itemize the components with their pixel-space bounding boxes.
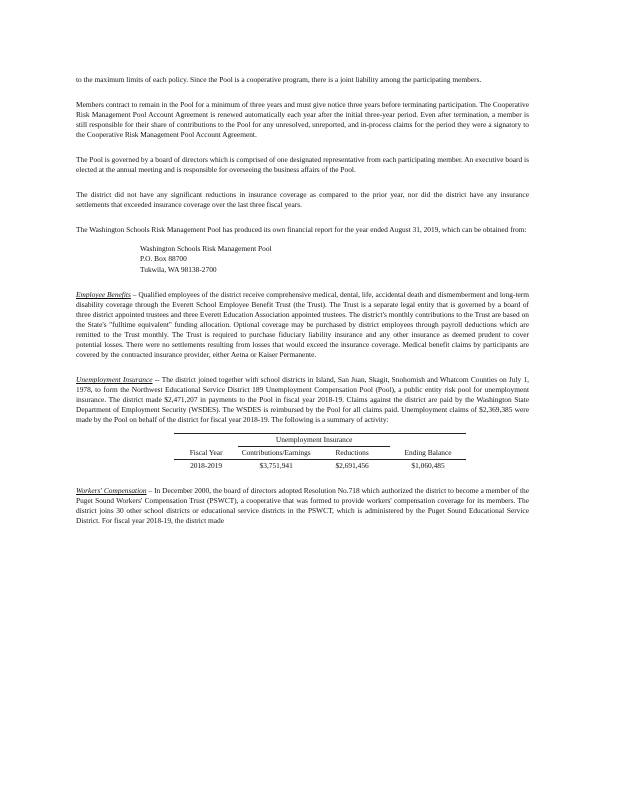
cell-fiscal-year: 2018-2019 — [190, 461, 223, 471]
unemployment-activity-table — [174, 433, 466, 472]
cell-contributions: $3,751,941 — [259, 461, 293, 471]
paragraph-joint-liability: to the maximum limits of each policy. Since the Pool is a cooperative program, there is a joint liability among the participating members. — [76, 75, 482, 84]
cell-reductions: $2,691,456 — [335, 461, 369, 471]
cell-ending-balance: $1,060,485 — [411, 461, 445, 471]
paragraph-employee-benefits — [76, 290, 529, 360]
unemployment-body: -- The district joined together with school districts in Island, San Juan, Skagit, Snohomish and Whatcom Counties on July 1, 1978, to form the Northwest Educational Service District 189 Unemployment Compensation Pool (Pool), a public entity risk pool for unemployment insurance. The district made $2,471,207 in payments to the Pool in fiscal year 2018-19. Claims against the district are paid by the Washington State Department of Employment Security (WSDES). The WSDES is reimbursed by the Pool for all claims paid. Unemployment claims of $2,369,385 were made by the Pool on behalf of the district for fiscal year 2018-19. The following is a summary of activity: — [76, 375, 529, 425]
paragraph-workers-compensation — [76, 486, 529, 526]
table-title: Unemployment Insurance — [238, 434, 390, 447]
unemployment-heading: Unemployment Insurance — [76, 375, 153, 385]
address-line-po-box: P.O. Box 88700 — [140, 254, 187, 264]
workers-comp-heading: Workers' Compensation — [76, 486, 147, 496]
paragraph-coverage-reductions: The district did not have any significant reductions in insurance coverage as compared to the prior year, nor did the district have any insurance settlements that exceeded insurance coverage over the last three fiscal years. — [76, 190, 529, 209]
address-line-name: Washington Schools Risk Management Pool — [140, 244, 272, 253]
table-row — [174, 460, 466, 473]
paragraph-membership-terms: Members contract to remain in the Pool for a minimum of three years and must give notice three years before terminating participation. The Cooperative Risk Management Pool Account Agreement is renewed automatically each year after the initial three-year period. Even after termination, a member is still responsible for their share of contributions to the Pool for any unresolved, unreported, and in-process claims for the period they were a signatory to the Cooperative Risk Management Pool Account Agreement. — [76, 100, 529, 139]
column-header-contributions: Contributions/Earnings — [238, 447, 314, 460]
paragraph-unemployment — [76, 375, 529, 425]
employee-benefits-body: – Qualified employees of the district receive comprehensive medical, dental, life, accidental death and dismemberment and long-term disability coverage through the Everett School Employee Benefit Trust (the Trust). The Trust is a separate legal entity that is governed by a board of three district appointed trustees and three Everett Education Association appointed trustees. The district's monthly contributions to the Trust are based on the State's "fulltime equivalent" funding allocation. Optional coverage may be purchased by district employees through payroll deductions which are remitted to the Trust monthly. The Trust is required to purchase fiduciary liability insurance and any other insurance as deemed prudent to cover potential losses. There were no settlements resulting from losses that would exceed the insurance coverage. Medical benefit claims by participants are covered by the contracted insurance provider, either Aetna or Kaiser Permanente. — [76, 290, 529, 360]
address-line-city: Tukwila, WA 98138-2700 — [140, 264, 217, 274]
column-header-fiscal-year: Fiscal Year — [174, 447, 238, 460]
document-page — [76, 75, 529, 541]
employee-benefits-heading: Employee Benefits — [76, 290, 131, 300]
workers-comp-body: – In December 2000, the board of directors adopted Resolution No.718 which authorized the district to become a member of the Puget Sound Workers' Compensation Trust (PSWCT), a cooperative that was formed to provide workers' compensation coverage for its members. The district joins 30 other school districts or educational service districts in the PSWCT, which is administered by the Puget Sound Educational Service District. For fiscal year 2018-19, the district made — [76, 486, 529, 526]
column-header-ending-balance: Ending Balance — [390, 447, 466, 460]
paragraph-financial-report: The Washington Schools Risk Management Pool has produced its own financial report for the year ended August 31, 2019, which can be obtained from: — [76, 225, 527, 234]
column-header-reductions: Reductions — [314, 447, 390, 460]
paragraph-governance: The Pool is governed by a board of directors which is comprised of one designated representative from each participating member. An executive board is elected at the annual meeting and is responsible for overseeing the business affairs of the Pool. — [76, 155, 529, 174]
mailing-address — [140, 244, 529, 275]
